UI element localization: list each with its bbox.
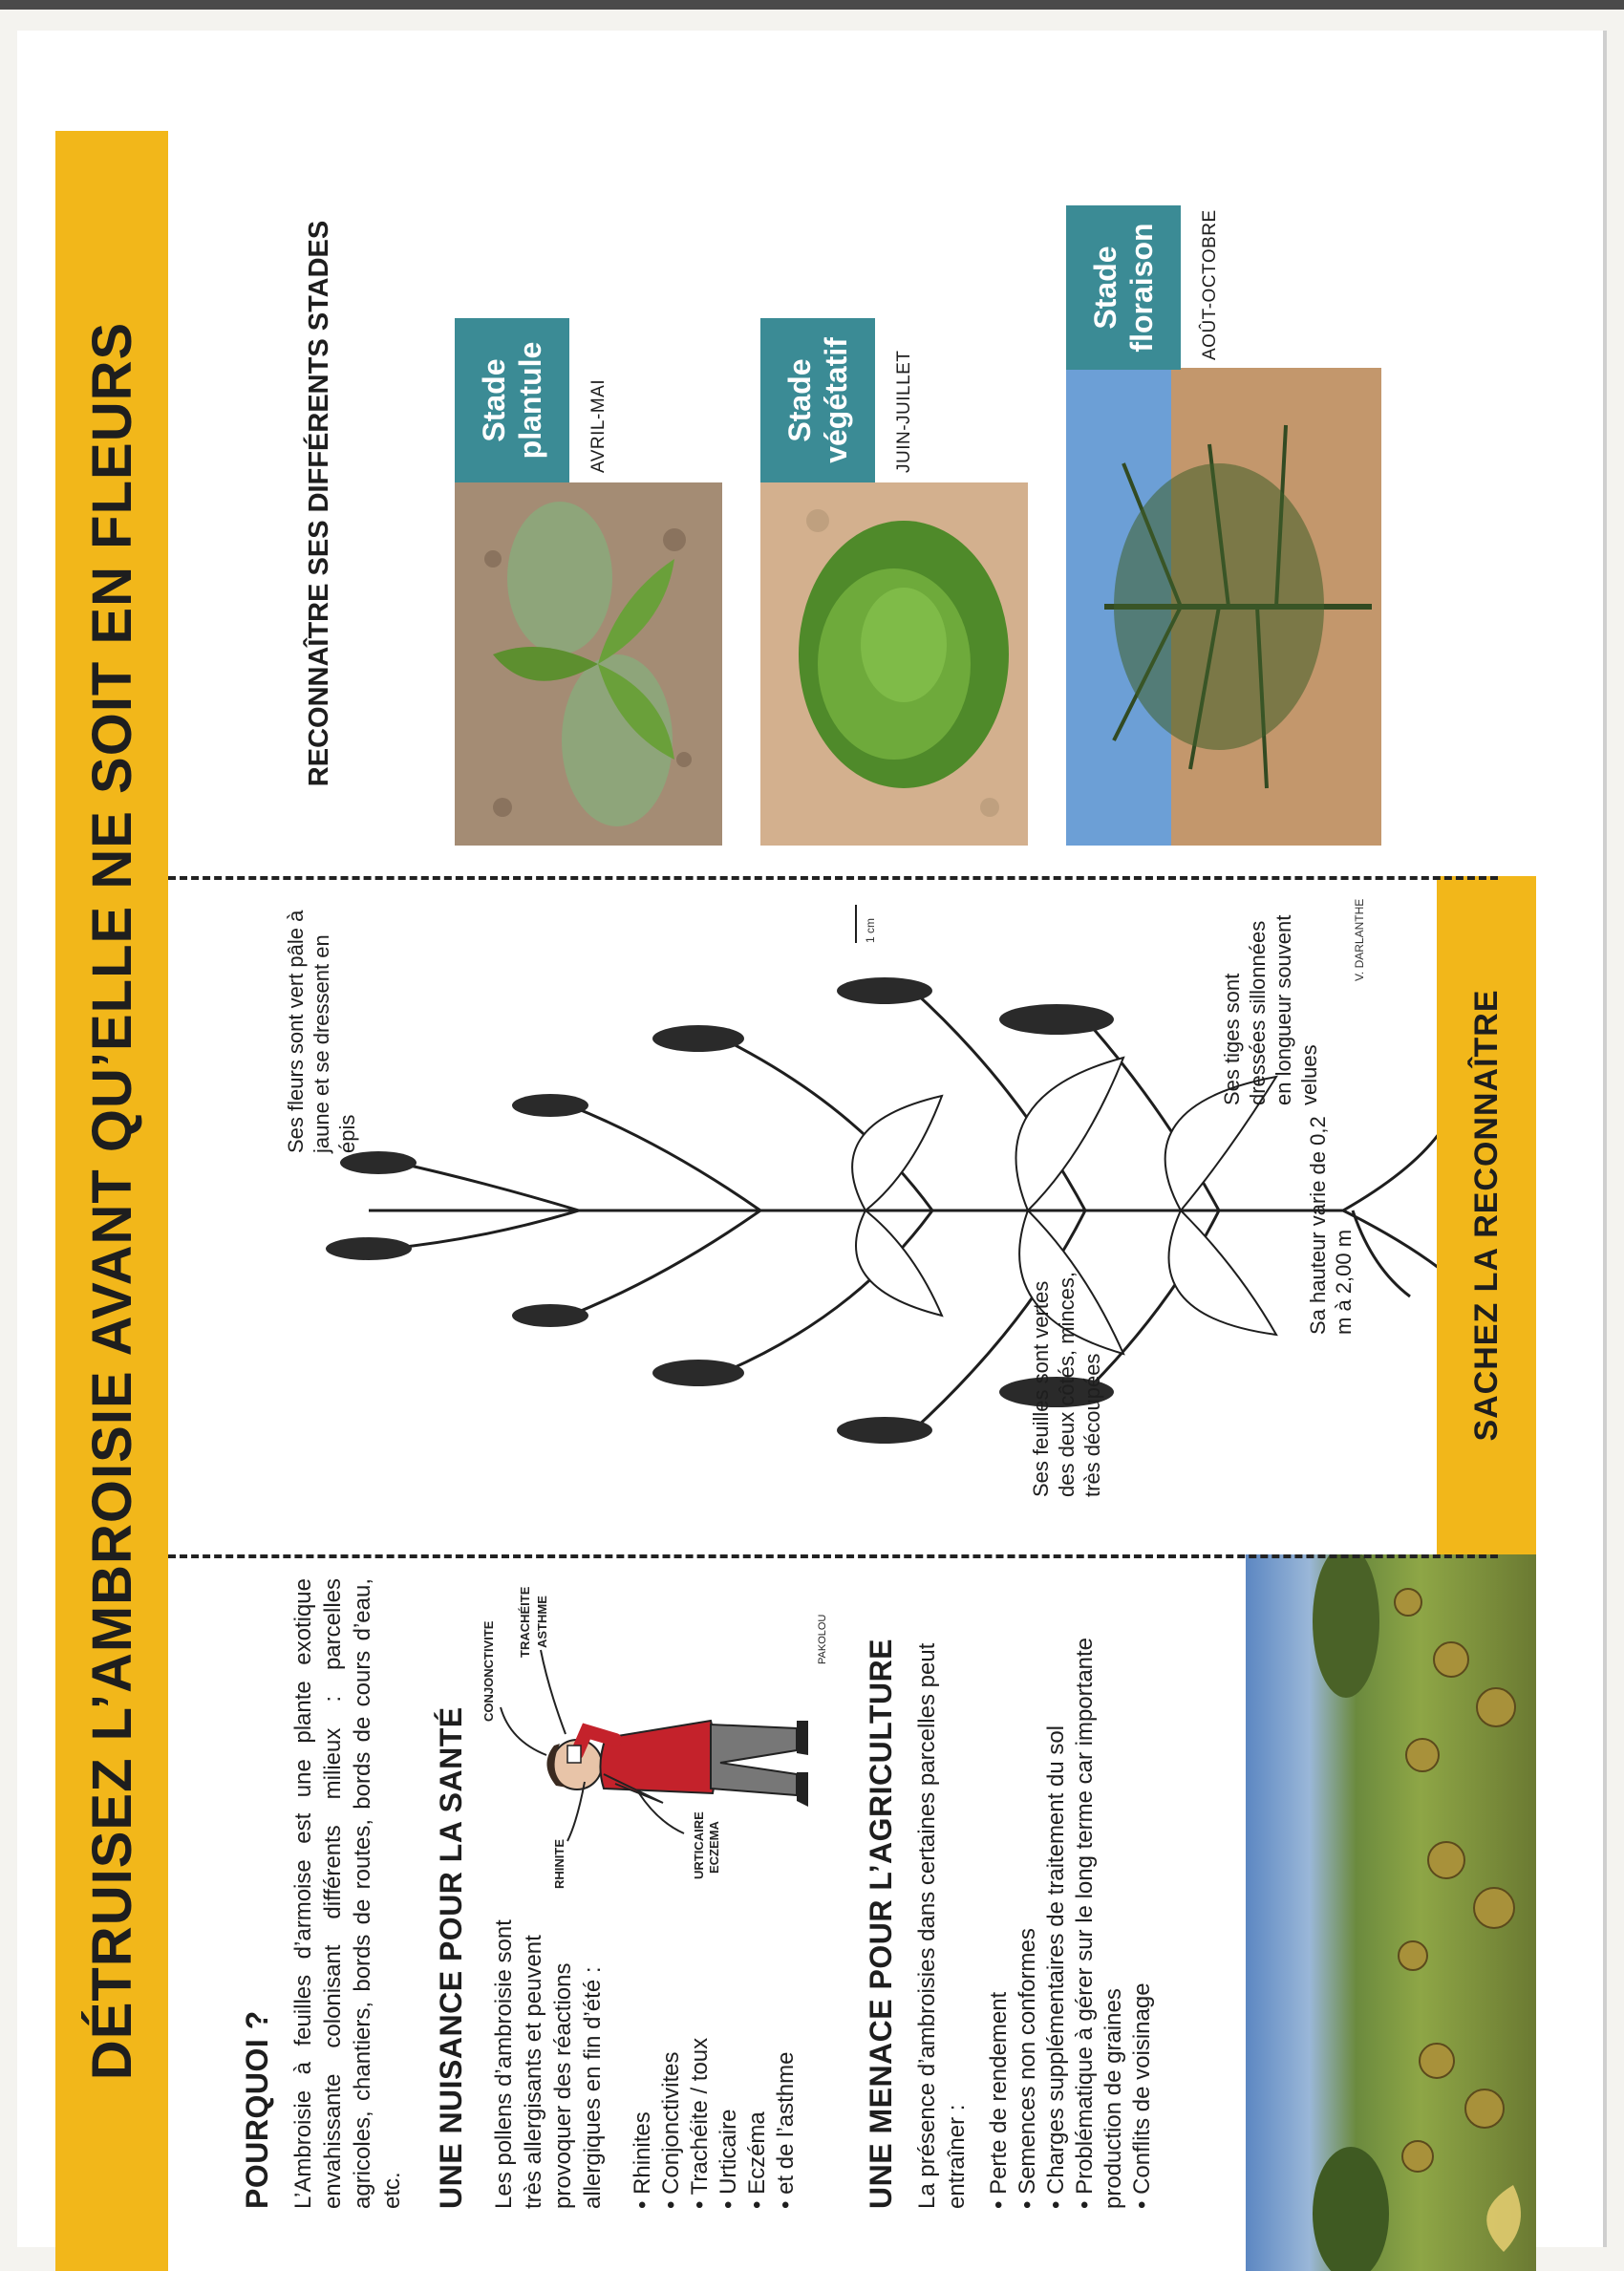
note-fleurs: Ses fleurs sont vert pâle à jaune et se dressent en épis [284,910,359,1153]
sante-section [434,1578,844,2209]
column-stades [168,131,1536,876]
stade-floraison-row [1066,131,1381,876]
pourquoi-text: L’Ambroisie à feuilles d’armoise est une plante exotique envahissante colonisant différents milieux : parcelles agricoles, chantiers, bords de routes, bords de cours d’eau, etc. [290,1578,405,2209]
sante-text: Les pollens d’ambroisie sont très allergisants et peuvent provoquer des réactions allergiques en fin d’été : [491,1919,606,2209]
pourquoi-heading: POURQUOI ? [240,2010,274,2209]
label-urticaire: URTICAIRE [692,1811,706,1879]
seedling-photo [455,482,722,846]
vegetative-illustration [760,482,1028,846]
sante-text-block [489,1884,801,2209]
label-conjonctivite: CONJONCTIVITE [481,1620,496,1722]
flowering-illustration [1066,368,1381,846]
artist-signature: PAKOLOU [817,1614,828,1664]
fold-line [168,1554,1498,1558]
flyer-landscape [55,131,1536,2271]
label-eczema: ECZEMA [707,1821,721,1874]
note-feuilles: Ses feuilles sont vertes des deux côtés, minces, très découpées [1029,1271,1104,1497]
seedling-illustration [455,482,722,846]
stade-plantule-row [455,131,722,876]
reconnaitre-banner-label: SACHEZ LA RECONNAÎTRE [1467,989,1505,1442]
list-item: • et de l’asthme [772,1884,801,2209]
list-item: • Eczéma [743,1884,772,2209]
vegetative-photo [760,482,1028,846]
info-text-block [240,1578,1157,2209]
agriculture-list [985,1578,1157,2209]
flowering-photo [1066,368,1381,846]
note-tiges: Ses tiges sont dressées sillonnées en longueur souvent velues [1220,914,1321,1105]
sante-heading: UNE NUISANCE POUR LA SANTÉ [434,1706,468,2209]
agriculture-heading: UNE MENACE POUR L’AGRICULTURE [864,1638,898,2209]
label-asthme: ASTHME [535,1596,549,1648]
scan-edge [0,0,1624,10]
stade-badge: Stade végétatif [760,318,875,482]
flyer-sheet [17,31,1607,2247]
list-item: • Problématique à gérer sur le long terme car importante production de graines [1071,1578,1128,2209]
stade-vegetatif-row [760,131,1028,876]
sante-list [629,1884,801,2209]
drawing-signature: V. DARLANTHE [1353,898,1366,981]
agriculture-section [864,1578,1157,2209]
reconnaitre-banner [1437,876,1536,1554]
list-item: • Conjonctivites [657,1884,686,2209]
stade-period: AOÛT-OCTOBRE [1200,209,1220,360]
page-title: DÉTRUISEZ L’AMBROISIE AVANT QU’ELLE NE SOIT EN FLEURS [80,321,143,2081]
field-illustration [1246,1554,1536,2271]
label-tracheite: TRACHÉITE [518,1586,532,1658]
note-hauteur: Sa hauteur varie de 0,2 m à 2,00 m [1306,1116,1356,1335]
list-item: • Rhinites [629,1884,657,2209]
stade-badge: Stade plantule [455,318,569,482]
list-item: • Trachéite / toux [686,1884,715,2209]
sneezing-person-illustration [434,1564,844,1908]
sunflower-field-photo [1246,1554,1536,2271]
stade-badge: Stade floraison [1066,205,1181,370]
title-banner [55,131,168,2271]
label-rhinite: RHINITE [552,1839,566,1889]
list-item: • Urticaire [715,1884,743,2209]
scale-label: 1 cm [864,917,877,943]
column-reconnaitre [168,876,1536,1554]
list-item: • Semences non conformes [1014,1578,1042,2209]
list-item: • Conflits de voisinage [1128,1578,1157,2209]
stade-period: JUIN-JUILLET [894,350,914,473]
stade-period: AVRIL-MAI [588,378,609,473]
agriculture-text: La présence d’ambroisies dans certaines parcelles peut entraîner : [914,1642,970,2209]
list-item: • Charges supplémentaires de traitement du sol [1042,1578,1071,2209]
stades-heading: RECONNAÎTRE SES DIFFÉRENTS STADES [304,220,334,787]
column-info [168,1554,1536,2271]
fold-line [168,876,1498,880]
list-item: • Perte de rendement [985,1578,1014,2209]
